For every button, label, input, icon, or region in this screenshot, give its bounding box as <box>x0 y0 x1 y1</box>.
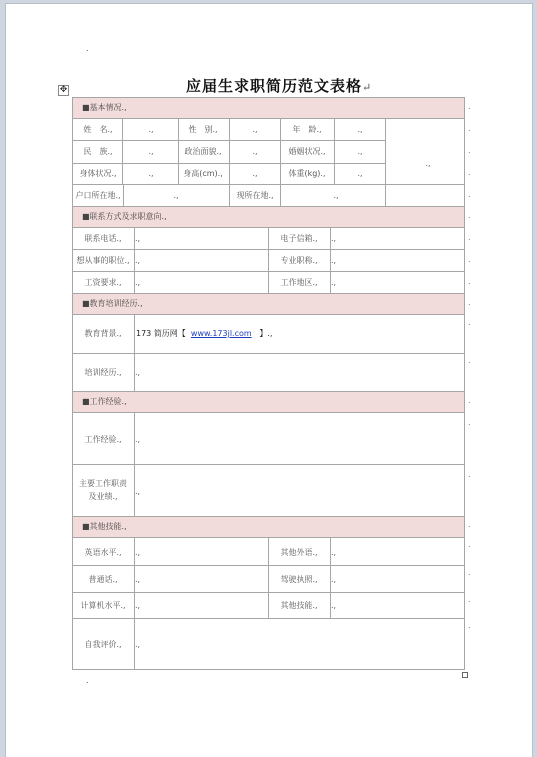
table-line <box>334 118 335 184</box>
cell-mark[interactable]: ., <box>357 125 363 134</box>
label-training: 培训经历., <box>84 368 122 377</box>
table-line <box>72 669 465 670</box>
cell-mark[interactable]: ., <box>135 368 141 377</box>
cell-mark[interactable]: ., <box>135 278 141 287</box>
cell-mark[interactable]: ., <box>135 234 141 243</box>
row-end-mark: . <box>468 168 471 177</box>
label-education: 教育背景., <box>84 329 122 338</box>
cell-mark[interactable]: ., <box>331 234 337 243</box>
label-name: 姓 名., <box>83 125 113 134</box>
table-line <box>268 227 269 293</box>
label-email: 电子信箱., <box>280 234 318 243</box>
label-self-evaluation: 自我评价., <box>84 640 122 649</box>
label-location: 工作地区., <box>280 278 318 287</box>
label-health: 身体状况., <box>79 169 117 178</box>
cell-mark[interactable]: ., <box>331 548 337 557</box>
cell-mark[interactable]: ., <box>135 575 141 584</box>
cell-mark[interactable]: ., <box>357 147 363 156</box>
row-end-mark: . <box>468 146 471 155</box>
resume-table <box>72 97 465 669</box>
cell-mark[interactable]: ., <box>331 256 337 265</box>
cell-mark[interactable]: ., <box>148 169 154 178</box>
section-title-basic: ■基本情况., <box>82 103 127 112</box>
label-political: 政治面貌., <box>184 147 222 156</box>
table-line <box>72 353 465 354</box>
row-end-mark: . <box>468 211 471 220</box>
cell-mark[interactable]: ., <box>331 575 337 584</box>
row-end-mark: . <box>468 470 471 479</box>
table-line <box>72 516 465 517</box>
label-computer: 计算机水平., <box>80 601 126 610</box>
cell-mark[interactable]: ., <box>252 147 258 156</box>
education-value[interactable]: 173 简历网【 www.173jl.com 】., <box>136 329 273 338</box>
cell-mark[interactable]: ., <box>135 435 141 444</box>
section-title-education: ■教育培训经历., <box>82 299 143 308</box>
table-line <box>72 618 465 619</box>
section-band-basic <box>72 97 465 118</box>
table-line <box>229 184 230 206</box>
label-gender: 性 别., <box>188 125 218 134</box>
paragraph-mark: . <box>86 676 89 685</box>
cell-mark[interactable]: ., <box>135 256 141 265</box>
table-line <box>122 118 123 184</box>
cell-mark[interactable]: ., <box>252 125 258 134</box>
table-line <box>123 184 124 206</box>
label-height: 身高(cm)., <box>183 169 223 178</box>
page-title: 应届生求职简历范文表格↵ <box>186 77 373 95</box>
row-end-mark: . <box>468 102 471 111</box>
table-resize-handle-icon[interactable] <box>462 672 468 678</box>
table-line <box>464 97 465 669</box>
row-end-mark: . <box>468 124 471 133</box>
label-salary: 工资要求., <box>84 278 122 287</box>
label-other-language: 其他外语., <box>280 548 318 557</box>
section-title-contact: ■联系方式及求职意向., <box>82 212 167 221</box>
table-line <box>72 184 465 185</box>
label-marital: 婚姻状况., <box>288 147 326 156</box>
cell-mark[interactable]: ., <box>331 278 337 287</box>
table-line <box>385 118 386 206</box>
table-line <box>229 118 230 184</box>
cell-mark[interactable]: ., <box>252 169 258 178</box>
table-line <box>134 314 135 391</box>
table-line <box>268 537 269 618</box>
table-line <box>72 206 465 207</box>
row-end-mark: . <box>468 396 471 405</box>
row-end-mark: . <box>468 277 471 286</box>
table-line <box>134 412 135 516</box>
label-weight: 体重(kg)., <box>288 169 326 178</box>
label-other-skill: 其他技能., <box>280 601 318 610</box>
row-end-mark: . <box>468 568 471 577</box>
label-driving: 驾驶执照., <box>280 575 318 584</box>
section-title-skills: ■其他技能., <box>82 522 127 531</box>
table-move-handle-icon[interactable]: ✥ <box>59 85 68 95</box>
row-end-mark: . <box>468 540 471 549</box>
row-end-mark: . <box>468 356 471 365</box>
label-position: 想从事的职位., <box>76 256 130 265</box>
table-line <box>72 464 465 465</box>
paragraph-mark: . <box>86 44 89 53</box>
row-end-mark: . <box>468 190 471 199</box>
section-title-work: ■工作经验., <box>82 397 127 406</box>
cell-mark[interactable]: ., <box>135 640 141 649</box>
cell-mark[interactable]: ., <box>148 125 154 134</box>
label-residence: 现所在地., <box>236 191 274 200</box>
row-end-mark: . <box>468 255 471 264</box>
website-link[interactable]: www.173jl.com <box>190 329 252 338</box>
label-ethnicity: 民 族., <box>83 147 113 156</box>
row-end-mark: . <box>468 520 471 529</box>
row-end-mark: . <box>468 233 471 242</box>
return-mark-icon: ↵ <box>362 81 373 94</box>
label-age: 年 龄., <box>292 125 322 134</box>
cell-mark[interactable]: ., <box>331 601 337 610</box>
table-line <box>280 118 281 184</box>
table-line <box>178 118 179 184</box>
label-hukou: 户口所在地., <box>75 191 121 200</box>
cell-mark[interactable]: ., <box>173 191 179 200</box>
row-end-mark: . <box>468 298 471 307</box>
table-line <box>72 97 465 98</box>
cell-mark[interactable]: ., <box>135 601 141 610</box>
label-mandarin: 普通话., <box>88 575 118 584</box>
table-line <box>72 412 465 413</box>
photo-cell-mark[interactable]: ., <box>425 159 431 168</box>
label-phone: 联系电话., <box>84 234 122 243</box>
table-line <box>72 391 465 392</box>
table-line <box>72 118 465 119</box>
table-line <box>72 293 465 294</box>
table-line <box>280 184 281 206</box>
row-end-mark: . <box>468 318 471 327</box>
cell-mark[interactable]: ., <box>148 147 154 156</box>
label-duties: 主要工作职责 及业绩., <box>79 479 127 501</box>
table-line <box>72 97 73 669</box>
cell-mark[interactable]: ., <box>135 548 141 557</box>
label-english: 英语水平., <box>84 548 122 557</box>
label-work-experience: 工作经验., <box>84 435 122 444</box>
row-end-mark: . <box>468 621 471 630</box>
cell-mark[interactable]: ., <box>333 191 339 200</box>
table-line <box>72 314 465 315</box>
label-major: 专业职称., <box>280 256 318 265</box>
row-end-mark: . <box>468 595 471 604</box>
cell-mark[interactable]: ., <box>357 169 363 178</box>
row-end-mark: . <box>468 418 471 427</box>
section-band-work <box>72 391 465 412</box>
section-band-skills <box>72 516 465 537</box>
cell-mark[interactable]: ., <box>135 487 141 496</box>
